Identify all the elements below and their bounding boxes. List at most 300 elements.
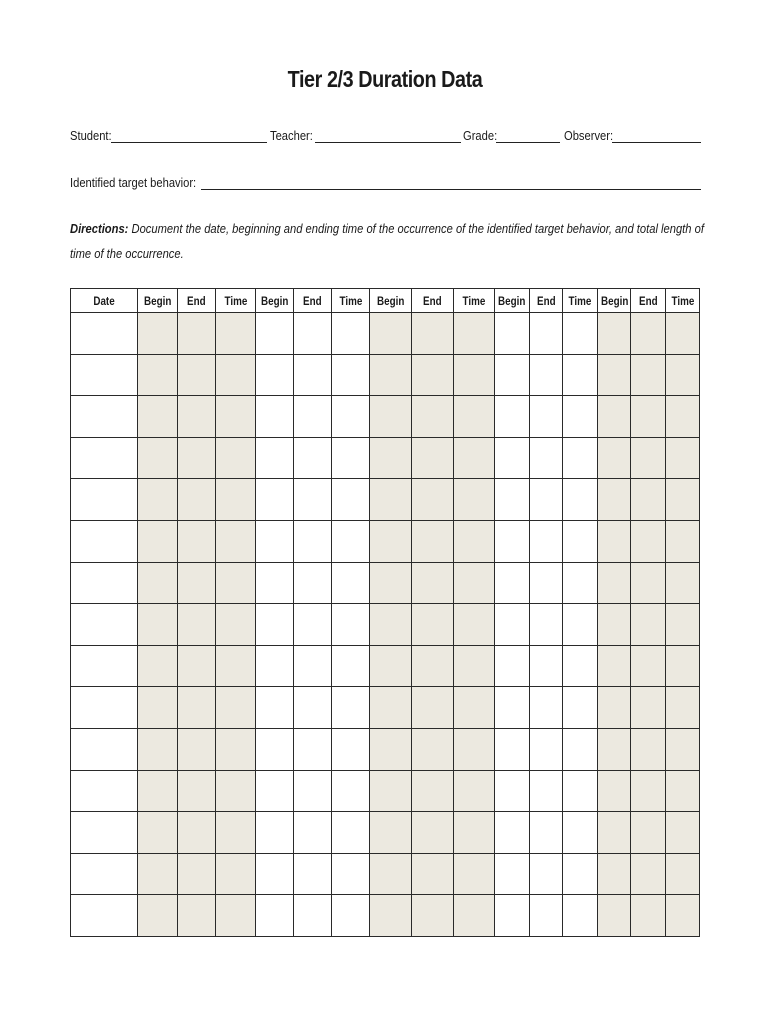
time-entry-cell[interactable] [256, 396, 294, 438]
target-behavior-line [201, 189, 701, 190]
time-entry-cell[interactable] [370, 437, 412, 479]
column-header-label: Time [671, 293, 694, 308]
time-entry-cell[interactable] [332, 562, 370, 604]
time-entry-cell[interactable] [666, 895, 700, 937]
column-header-label: End [638, 293, 658, 308]
time-entry-cell[interactable] [530, 853, 563, 895]
column-header-label: End [536, 293, 556, 308]
time-entry-cell[interactable] [294, 604, 332, 646]
time-entry-cell[interactable] [412, 895, 454, 937]
date-cell[interactable] [71, 437, 138, 479]
time-entry-cell[interactable] [294, 645, 332, 687]
time-entry-cell[interactable] [370, 770, 412, 812]
table-row [71, 354, 700, 396]
time-entry-cell[interactable] [332, 687, 370, 729]
time-entry-cell[interactable] [495, 812, 530, 854]
time-entry-cell[interactable] [332, 853, 370, 895]
time-entry-cell[interactable] [631, 354, 666, 396]
time-entry-cell[interactable] [412, 770, 454, 812]
time-entry-cell[interactable] [530, 645, 563, 687]
column-header-time [563, 289, 598, 313]
date-cell[interactable] [71, 812, 138, 854]
time-entry-cell[interactable] [370, 812, 412, 854]
column-header-label: Date [93, 293, 115, 308]
time-entry-cell[interactable] [454, 895, 495, 937]
time-entry-cell[interactable] [294, 812, 332, 854]
time-entry-cell[interactable] [216, 812, 256, 854]
time-entry-cell[interactable] [332, 604, 370, 646]
duration-data-table [70, 288, 700, 937]
column-header-begin [256, 289, 294, 313]
time-entry-cell[interactable] [495, 520, 530, 562]
time-entry-cell[interactable] [256, 562, 294, 604]
page-title: Tier 2/3 Duration Data [287, 66, 483, 92]
target-behavior-field[interactable] [70, 171, 702, 195]
time-entry-cell[interactable] [294, 354, 332, 396]
time-entry-cell[interactable] [563, 895, 598, 937]
time-entry-cell[interactable] [332, 437, 370, 479]
time-entry-cell[interactable] [495, 313, 530, 355]
time-entry-cell[interactable] [370, 895, 412, 937]
time-entry-cell[interactable] [563, 645, 598, 687]
table-header-row [71, 289, 700, 313]
time-entry-cell[interactable] [666, 853, 700, 895]
time-entry-cell[interactable] [530, 520, 563, 562]
time-entry-cell[interactable] [454, 313, 495, 355]
time-entry-cell[interactable] [495, 396, 530, 438]
table-row [71, 895, 700, 937]
time-entry-cell[interactable] [138, 313, 178, 355]
time-entry-cell[interactable] [256, 687, 294, 729]
time-entry-cell[interactable] [454, 562, 495, 604]
time-entry-cell[interactable] [216, 645, 256, 687]
time-entry-cell[interactable] [631, 437, 666, 479]
target-behavior-row [70, 171, 702, 193]
time-entry-cell[interactable] [530, 895, 563, 937]
time-entry-cell[interactable] [216, 479, 256, 521]
time-entry-cell[interactable] [256, 728, 294, 770]
time-entry-cell[interactable] [216, 396, 256, 438]
time-entry-cell[interactable] [666, 812, 700, 854]
column-header-time [332, 289, 370, 313]
time-entry-cell[interactable] [631, 770, 666, 812]
column-header-label: Begin [376, 293, 405, 308]
time-entry-cell[interactable] [256, 853, 294, 895]
date-cell[interactable] [71, 604, 138, 646]
time-entry-cell[interactable] [178, 645, 216, 687]
directions-prefix: Directions: [70, 221, 129, 236]
time-entry-cell[interactable] [563, 687, 598, 729]
time-entry-cell[interactable] [178, 728, 216, 770]
time-entry-cell[interactable] [332, 728, 370, 770]
time-entry-cell[interactable] [294, 895, 332, 937]
time-entry-cell[interactable] [563, 770, 598, 812]
time-entry-cell[interactable] [666, 770, 700, 812]
time-entry-cell[interactable] [666, 687, 700, 729]
time-entry-cell[interactable] [495, 645, 530, 687]
time-entry-cell[interactable] [454, 396, 495, 438]
time-entry-cell[interactable] [412, 520, 454, 562]
time-entry-cell[interactable] [332, 895, 370, 937]
date-cell[interactable] [71, 479, 138, 521]
time-entry-cell[interactable] [370, 520, 412, 562]
teacher-label: Teacher: [270, 128, 313, 143]
column-header-time [454, 289, 495, 313]
time-entry-cell[interactable] [530, 728, 563, 770]
column-header-label: Begin [143, 293, 172, 308]
time-entry-cell[interactable] [598, 645, 631, 687]
time-entry-cell[interactable] [530, 437, 563, 479]
time-entry-cell[interactable] [178, 479, 216, 521]
time-entry-cell[interactable] [216, 604, 256, 646]
time-entry-cell[interactable] [332, 520, 370, 562]
time-entry-cell[interactable] [370, 853, 412, 895]
time-entry-cell[interactable] [666, 728, 700, 770]
time-entry-cell[interactable] [332, 313, 370, 355]
time-entry-cell[interactable] [138, 645, 178, 687]
time-entry-cell[interactable] [294, 520, 332, 562]
time-entry-cell[interactable] [370, 479, 412, 521]
time-entry-cell[interactable] [666, 562, 700, 604]
time-entry-cell[interactable] [294, 396, 332, 438]
time-entry-cell[interactable] [495, 354, 530, 396]
time-entry-cell[interactable] [332, 396, 370, 438]
time-entry-cell[interactable] [256, 895, 294, 937]
table-row [71, 770, 700, 812]
time-entry-cell[interactable] [216, 313, 256, 355]
time-entry-cell[interactable] [256, 520, 294, 562]
time-entry-cell[interactable] [216, 687, 256, 729]
time-entry-cell[interactable] [495, 562, 530, 604]
time-entry-cell[interactable] [598, 354, 631, 396]
directions-body: Document the date, beginning and ending time of the occurrence of the identified target behavior, and total length of time of the occurrence. [70, 221, 704, 261]
time-entry-cell[interactable] [563, 313, 598, 355]
time-entry-cell[interactable] [412, 853, 454, 895]
column-header-end [530, 289, 563, 313]
time-entry-cell[interactable] [412, 645, 454, 687]
time-entry-cell[interactable] [631, 520, 666, 562]
time-entry-cell[interactable] [178, 396, 216, 438]
column-header-begin [138, 289, 178, 313]
time-entry-cell[interactable] [598, 770, 631, 812]
time-entry-cell[interactable] [495, 479, 530, 521]
time-entry-cell[interactable] [563, 853, 598, 895]
time-entry-cell[interactable] [631, 853, 666, 895]
time-entry-cell[interactable] [530, 770, 563, 812]
time-entry-cell[interactable] [666, 354, 700, 396]
time-entry-cell[interactable] [294, 437, 332, 479]
time-entry-cell[interactable] [563, 812, 598, 854]
time-entry-cell[interactable] [216, 562, 256, 604]
time-entry-cell[interactable] [631, 812, 666, 854]
time-entry-cell[interactable] [495, 437, 530, 479]
time-entry-cell[interactable] [454, 770, 495, 812]
time-entry-cell[interactable] [256, 812, 294, 854]
time-entry-cell[interactable] [666, 437, 700, 479]
time-entry-cell[interactable] [598, 313, 631, 355]
time-entry-cell[interactable] [412, 354, 454, 396]
time-entry-cell[interactable] [454, 604, 495, 646]
column-header-label: Time [339, 293, 362, 308]
time-entry-cell[interactable] [138, 728, 178, 770]
time-entry-cell[interactable] [598, 562, 631, 604]
time-entry-cell[interactable] [178, 687, 216, 729]
date-cell[interactable] [71, 645, 138, 687]
time-entry-cell[interactable] [631, 728, 666, 770]
time-entry-cell[interactable] [598, 728, 631, 770]
time-entry-cell[interactable] [412, 313, 454, 355]
time-entry-cell[interactable] [138, 354, 178, 396]
table-row [71, 728, 700, 770]
column-header-end [631, 289, 666, 313]
date-cell[interactable] [71, 770, 138, 812]
date-cell[interactable] [71, 396, 138, 438]
time-entry-cell[interactable] [370, 645, 412, 687]
time-entry-cell[interactable] [530, 812, 563, 854]
time-entry-cell[interactable] [563, 354, 598, 396]
date-cell[interactable] [71, 895, 138, 937]
column-header-label: End [423, 293, 442, 308]
time-entry-cell[interactable] [631, 687, 666, 729]
column-header-time [666, 289, 700, 313]
date-cell[interactable] [71, 687, 138, 729]
column-header-date [71, 289, 138, 313]
time-entry-cell[interactable] [294, 313, 332, 355]
time-entry-cell[interactable] [138, 479, 178, 521]
time-entry-cell[interactable] [530, 479, 563, 521]
time-entry-cell[interactable] [256, 604, 294, 646]
time-entry-cell[interactable] [530, 687, 563, 729]
time-entry-cell[interactable] [370, 354, 412, 396]
student-field[interactable] [70, 124, 268, 146]
time-entry-cell[interactable] [631, 562, 666, 604]
column-header-label: Time [568, 293, 592, 308]
time-entry-cell[interactable] [412, 728, 454, 770]
time-entry-cell[interactable] [454, 728, 495, 770]
time-entry-cell[interactable] [332, 812, 370, 854]
table-row [71, 562, 700, 604]
time-entry-cell[interactable] [216, 437, 256, 479]
time-entry-cell[interactable] [256, 479, 294, 521]
time-entry-cell[interactable] [138, 812, 178, 854]
column-header-label: Begin [601, 293, 629, 308]
time-entry-cell[interactable] [332, 645, 370, 687]
time-entry-cell[interactable] [370, 562, 412, 604]
time-entry-cell[interactable] [454, 687, 495, 729]
time-entry-cell[interactable] [178, 520, 216, 562]
time-entry-cell[interactable] [332, 479, 370, 521]
time-entry-cell[interactable] [530, 313, 563, 355]
time-entry-cell[interactable] [631, 604, 666, 646]
time-entry-cell[interactable] [178, 354, 216, 396]
time-entry-cell[interactable] [370, 396, 412, 438]
observer-line [612, 142, 701, 143]
column-header-label: End [303, 293, 322, 308]
time-entry-cell[interactable] [454, 437, 495, 479]
time-entry-cell[interactable] [563, 562, 598, 604]
time-entry-cell[interactable] [138, 562, 178, 604]
time-entry-cell[interactable] [598, 812, 631, 854]
time-entry-cell[interactable] [138, 437, 178, 479]
time-entry-cell[interactable] [631, 895, 666, 937]
time-entry-cell[interactable] [495, 895, 530, 937]
time-entry-cell[interactable] [138, 853, 178, 895]
time-entry-cell[interactable] [495, 687, 530, 729]
time-entry-cell[interactable] [598, 687, 631, 729]
time-entry-cell[interactable] [454, 812, 495, 854]
time-entry-cell[interactable] [563, 396, 598, 438]
table-row [71, 812, 700, 854]
time-entry-cell[interactable] [598, 437, 631, 479]
time-entry-cell[interactable] [563, 479, 598, 521]
column-header-label: Begin [498, 293, 526, 308]
table-row [71, 520, 700, 562]
time-entry-cell[interactable] [370, 728, 412, 770]
time-entry-cell[interactable] [178, 562, 216, 604]
time-entry-cell[interactable] [631, 645, 666, 687]
column-header-label: End [187, 293, 206, 308]
date-cell[interactable] [71, 354, 138, 396]
time-entry-cell[interactable] [598, 396, 631, 438]
time-entry-cell[interactable] [598, 853, 631, 895]
time-entry-cell[interactable] [631, 313, 666, 355]
time-entry-cell[interactable] [454, 354, 495, 396]
student-line [111, 142, 267, 143]
time-entry-cell[interactable] [412, 396, 454, 438]
time-entry-cell[interactable] [412, 562, 454, 604]
table-row [71, 604, 700, 646]
time-entry-cell[interactable] [412, 604, 454, 646]
time-entry-cell[interactable] [666, 604, 700, 646]
time-entry-cell[interactable] [454, 645, 495, 687]
time-entry-cell[interactable] [495, 728, 530, 770]
date-cell[interactable] [71, 520, 138, 562]
time-entry-cell[interactable] [138, 895, 178, 937]
time-entry-cell[interactable] [178, 437, 216, 479]
time-entry-cell[interactable] [412, 479, 454, 521]
time-entry-cell[interactable] [294, 687, 332, 729]
time-entry-cell[interactable] [216, 853, 256, 895]
time-entry-cell[interactable] [598, 479, 631, 521]
time-entry-cell[interactable] [666, 479, 700, 521]
time-entry-cell[interactable] [563, 604, 598, 646]
time-entry-cell[interactable] [370, 313, 412, 355]
time-entry-cell[interactable] [216, 770, 256, 812]
column-header-begin [370, 289, 412, 313]
time-entry-cell[interactable] [294, 728, 332, 770]
time-entry-cell[interactable] [138, 604, 178, 646]
time-entry-cell[interactable] [631, 479, 666, 521]
time-entry-cell[interactable] [454, 479, 495, 521]
time-entry-cell[interactable] [412, 687, 454, 729]
table-row [71, 313, 700, 355]
time-entry-cell[interactable] [294, 562, 332, 604]
time-entry-cell[interactable] [256, 437, 294, 479]
column-header-label: Begin [260, 293, 289, 308]
column-header-label: Time [462, 293, 486, 308]
date-cell[interactable] [71, 313, 138, 355]
time-entry-cell[interactable] [256, 313, 294, 355]
date-cell[interactable] [71, 562, 138, 604]
time-entry-cell[interactable] [563, 520, 598, 562]
time-entry-cell[interactable] [666, 645, 700, 687]
target-behavior-label: Identified target behavior: [70, 175, 197, 190]
time-entry-cell[interactable] [216, 354, 256, 396]
time-entry-cell[interactable] [256, 645, 294, 687]
time-entry-cell[interactable] [370, 604, 412, 646]
time-entry-cell[interactable] [495, 770, 530, 812]
time-entry-cell[interactable] [294, 770, 332, 812]
time-entry-cell[interactable] [294, 479, 332, 521]
time-entry-cell[interactable] [138, 520, 178, 562]
time-entry-cell[interactable] [256, 770, 294, 812]
observer-field[interactable] [564, 124, 702, 146]
time-entry-cell[interactable] [256, 354, 294, 396]
time-entry-cell[interactable] [412, 812, 454, 854]
time-entry-cell[interactable] [530, 562, 563, 604]
time-entry-cell[interactable] [178, 895, 216, 937]
time-entry-cell[interactable] [370, 687, 412, 729]
table-row [71, 479, 700, 521]
time-entry-cell[interactable] [666, 520, 700, 562]
time-entry-cell[interactable] [530, 354, 563, 396]
table-row [71, 853, 700, 895]
grade-line [496, 142, 560, 143]
time-entry-cell[interactable] [216, 728, 256, 770]
time-entry-cell[interactable] [138, 687, 178, 729]
time-entry-cell[interactable] [138, 770, 178, 812]
time-entry-cell[interactable] [598, 520, 631, 562]
date-cell[interactable] [71, 728, 138, 770]
time-entry-cell[interactable] [530, 396, 563, 438]
time-entry-cell[interactable] [178, 604, 216, 646]
grade-field[interactable] [463, 124, 561, 146]
time-entry-cell[interactable] [454, 853, 495, 895]
table-row [71, 645, 700, 687]
time-entry-cell[interactable] [138, 396, 178, 438]
time-entry-cell[interactable] [294, 853, 332, 895]
time-entry-cell[interactable] [495, 604, 530, 646]
time-entry-cell[interactable] [530, 604, 563, 646]
time-entry-cell[interactable] [598, 604, 631, 646]
date-cell[interactable] [71, 853, 138, 895]
student-info-row [70, 124, 702, 148]
time-entry-cell[interactable] [332, 354, 370, 396]
time-entry-cell[interactable] [454, 520, 495, 562]
teacher-field[interactable] [270, 124, 462, 146]
column-header-end [178, 289, 216, 313]
table-row [71, 437, 700, 479]
directions-text [70, 216, 710, 266]
time-entry-cell[interactable] [666, 396, 700, 438]
time-entry-cell[interactable] [563, 437, 598, 479]
time-entry-cell[interactable] [216, 895, 256, 937]
time-entry-cell[interactable] [631, 396, 666, 438]
table-body [71, 313, 700, 937]
time-entry-cell[interactable] [216, 520, 256, 562]
time-entry-cell[interactable] [178, 313, 216, 355]
time-entry-cell[interactable] [178, 853, 216, 895]
time-entry-cell[interactable] [332, 770, 370, 812]
time-entry-cell[interactable] [412, 437, 454, 479]
time-entry-cell[interactable] [178, 770, 216, 812]
column-header-begin [495, 289, 530, 313]
time-entry-cell[interactable] [598, 895, 631, 937]
time-entry-cell[interactable] [178, 812, 216, 854]
time-entry-cell[interactable] [495, 853, 530, 895]
time-entry-cell[interactable] [666, 313, 700, 355]
time-entry-cell[interactable] [563, 728, 598, 770]
